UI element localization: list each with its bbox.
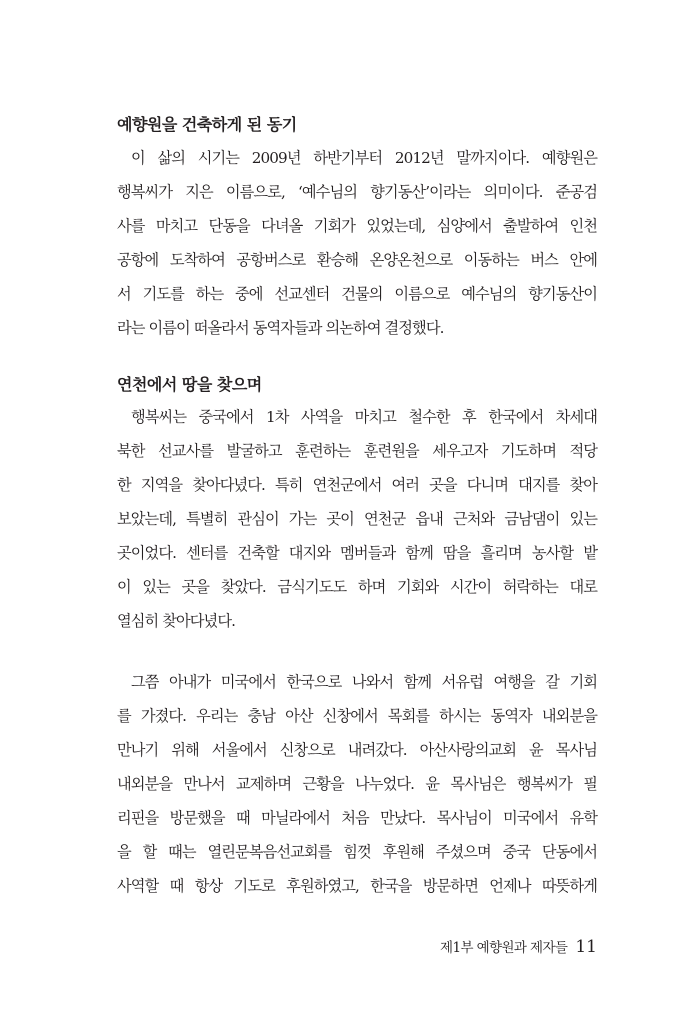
paragraph-yeoncheon bbox=[117, 400, 597, 638]
page-number: 11 bbox=[575, 937, 597, 957]
section-heading-motivation: 예향원을 건축하게 된 동기 bbox=[117, 115, 297, 134]
text-line: 만나기 위해 서울에서 신창으로 내려갔다. 아산사랑의교회 윤 목사님 bbox=[117, 741, 597, 759]
text-line: 를 가졌다. 우리는 충남 아산 신창에서 목회를 하시는 동역자 내외분을 bbox=[117, 707, 597, 725]
paragraph-visit-asan bbox=[117, 665, 597, 903]
text-line: 곳이었다. 센터를 건축할 대지와 멤버들과 함께 땀을 흘리며 농사할 밭 bbox=[117, 544, 597, 562]
paragraph-motivation bbox=[117, 141, 597, 345]
text-line: 행복씨는 중국에서 1차 사역을 마치고 철수한 후 한국에서 차세대 bbox=[131, 408, 597, 426]
text-line: 을 할 때는 열린문복음선교회를 힘껏 후원해 주셨으며 중국 단동에서 bbox=[117, 843, 597, 861]
text-line: 북한 선교사를 발굴하고 훈련하는 훈련원을 세우고자 기도하며 적당 bbox=[117, 442, 597, 460]
text-line: 이 있는 곳을 찾았다. 금식기도도 하며 기회와 시간이 허락하는 대로 bbox=[117, 578, 597, 596]
text-line: 라는 이름이 떠올라서 동역자들과 의논하여 결정했다. bbox=[117, 319, 444, 337]
running-head: 제1부 예향원과 제자들 bbox=[440, 940, 568, 956]
text-line: 보았는데, 특별히 관심이 가는 곳이 연천군 읍내 근처와 금남댐이 있는 bbox=[117, 510, 597, 528]
text-line: 그쯤 아내가 미국에서 한국으로 나와서 함께 서유럽 여행을 갈 기회 bbox=[131, 673, 597, 691]
text-line: 사를 마치고 단동을 다녀올 기회가 있었는데, 심양에서 출발하여 인천 bbox=[117, 217, 597, 235]
text-line: 열심히 찾아다녔다. bbox=[117, 612, 236, 630]
text-line: 이 삶의 시기는 2009년 하반기부터 2012년 말까지이다. 예향원은 bbox=[131, 149, 597, 167]
text-line: 서 기도를 하는 중에 선교센터 건물의 이름으로 예수님의 향기동산이 bbox=[117, 285, 597, 303]
text-line: 사역할 때 항상 기도로 후원하였고, 한국을 방문하면 언제나 따뜻하게 bbox=[117, 877, 597, 895]
text-line: 행복씨가 지은 이름으로, ‘예수님의 향기동산’이라는 의미이다. 준공검 bbox=[117, 183, 597, 201]
page-footer bbox=[400, 936, 597, 957]
text-line: 리핀을 방문했을 때 마닐라에서 처음 만났다. 목사님이 미국에서 유학 bbox=[117, 809, 597, 827]
text-line: 한 지역을 찾아다녔다. 특히 연천군에서 여러 곳을 다니며 대지를 찾아 bbox=[117, 476, 597, 494]
section-heading-yeoncheon: 연천에서 땅을 찾으며 bbox=[117, 375, 262, 394]
text-line: 내외분을 만나서 교제하며 근황을 나누었다. 윤 목사님은 행복씨가 필 bbox=[117, 775, 597, 793]
text-line: 공항에 도착하여 공항버스로 환승해 온양온천으로 이동하는 버스 안에 bbox=[117, 251, 597, 269]
